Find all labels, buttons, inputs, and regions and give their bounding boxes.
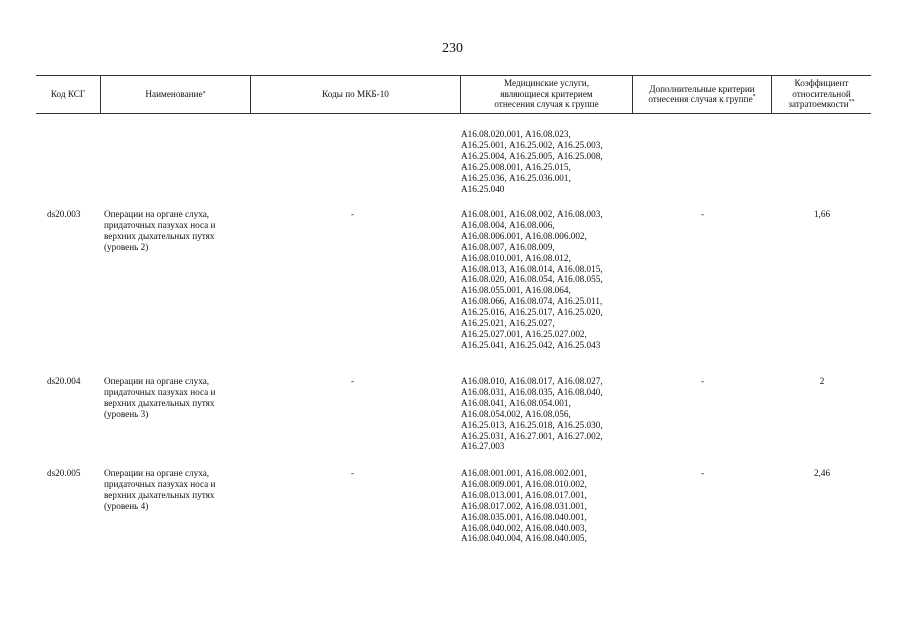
coefficient-footnote-mark: ** — [848, 99, 855, 106]
row-extra-criteria: - — [701, 468, 705, 478]
header-ksg-code: Код КСГ — [50, 88, 86, 99]
header-extra-criteria: Дополнительные критерии отнесения случая к группе* — [648, 83, 756, 104]
page-number: 230 — [442, 41, 463, 56]
table-header-bottom-border — [36, 113, 871, 114]
row-coefficient: 2,46 — [813, 468, 831, 478]
header-coefficient: Коэффициент относительной затратоемкости** — [788, 78, 855, 110]
continued-services: А16.08.020.001, А16.08.023, А16.25.001, А16.25.002, А16.25.003, А16.25.004, А16.25.005, А16.25.008, А16.25.008.001, А16.25.015, А16.25.036, А16.25.036.001, А16.25.040 — [461, 129, 603, 194]
row-ksg-code: ds20.004 — [47, 376, 81, 386]
row-extra-criteria: - — [701, 209, 705, 219]
row-name: Операции на органе слуха, придаточных пазухах носа и верхних дыхательных путях (уровень 3) — [104, 376, 216, 419]
header-name: Наименование * — [145, 88, 206, 99]
header-services: Медицинские услуги, являющиеся критерием отнесения случая к группе — [494, 78, 599, 110]
row-name: Операции на органе слуха, придаточных пазухах носа и верхних дыхательных путях (уровень 2) — [104, 209, 216, 252]
row-ksg-code: ds20.003 — [47, 209, 81, 219]
header-mkb-codes: Коды по МКБ-10 — [322, 88, 389, 99]
row-services: А16.08.001, А16.08.002, А16.08.003, А16.08.004, А16.08.006, А16.08.006.001, А16.08.006.002, А16.08.007, А16.08.009, А16.08.010.001, А16.08.012, А16.08.013, А16.08.014, А16.08.015, А16.08.020, А16.08.054, А16.08.055, А16.08.055.001, А16.08.064, А16.08.066, А16.08.074, А16.25.011, А16.25.016, А16.25.017, А16.25.020, А16.25.021, А16.25.027, А16.25.027.001, А16.25.027.002, А16.25.041, А16.25.042, А16.25.043 — [461, 209, 603, 350]
row-ksg-code: ds20.005 — [47, 468, 81, 478]
row-coefficient: 1,66 — [813, 209, 831, 219]
row-name: Операции на органе слуха, придаточных пазухах носа и верхних дыхательных путях (уровень 4) — [104, 468, 216, 511]
row-mkb-codes: - — [351, 468, 355, 478]
row-extra-criteria: - — [701, 376, 705, 386]
row-coefficient: 2 — [819, 376, 825, 386]
row-mkb-codes: - — [351, 209, 355, 219]
criteria-footnote-mark: * — [752, 93, 756, 100]
row-services: А16.08.010, А16.08.017, А16.08.027, А16.08.031, А16.08.035, А16.08.040, А16.08.041, А16.08.054.001, А16.08.054.002, А16.08.056, А16.25.013, А16.25.018, А16.25.030, А16.25.031, А16.27.001, А16.27.002, А16.27.003 — [461, 376, 603, 452]
row-services: А16.08.001.001, А16.08.002.001, А16.08.009.001, А16.08.010.002, А16.08.013.001, А16.08.017.001, А16.08.017.002, А16.08.031.001, А16.08.035.001, А16.08.040.001, А16.08.040.002, А16.08.040.003, А16.08.040.004, А16.08.040.005, — [461, 468, 587, 544]
row-mkb-codes: - — [351, 376, 355, 386]
